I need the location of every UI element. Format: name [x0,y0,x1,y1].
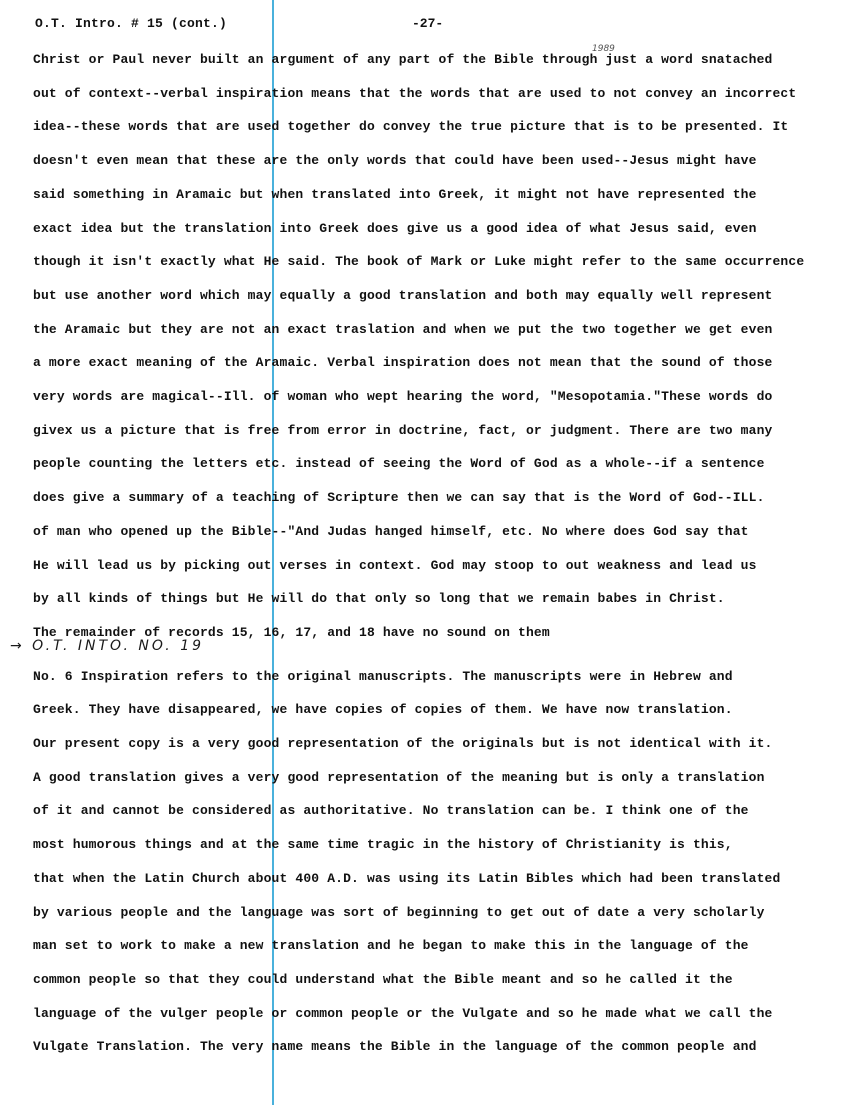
text-line: idea--these words that are used together do convey the true picture that is to be presented. It [33,119,789,135]
text-line: Christ or Paul never built an argument of any part of the Bible through just a word snatached [33,52,773,67]
text-line: said something in Aramaic but when translated into Greek, it might not have represented the [33,186,757,202]
text-line: by all kinds of things but He will do that only so long that we remain babes in Christ. [33,591,725,607]
text-line: of man who opened up the Bible--"And Judas hanged himself, etc. No where does God say that [33,523,749,539]
text-line: common people so that they could understand what the Bible meant and so he called it the [33,971,733,987]
handwritten-note: → O.T. INTO. NO. 19 [10,638,205,654]
text-line: exact idea but the translation into Greek does give us a good idea of what Jesus said, even [33,220,757,236]
text-line: givex us a picture that is free from error in doctrine, fact, or judgment. There are two many [33,422,773,438]
text-line: very words are magical--Ill. of woman who wept hearing the word, "Mesopotamia."These words do [33,389,773,404]
text-line: that when the Latin Church about 400 A.D. was using its Latin Bibles which had been translated [33,870,781,886]
text-line: Greek. They have disappeared, we have copies of copies of them. We have now translation. [33,702,733,718]
text-line: man set to work to make a new translation and he began to make this in the language of the [33,938,749,954]
text-line: though it isn't exactly what He said. The book of Mark or Luke might refer to the same occurrence [33,254,805,270]
text-line: people counting the letters etc. instead of seeing the Word of God as a whole--if a sentence [33,456,765,472]
text-line: language of the vulger people or common people or the Vulgate and so he made what we call the [33,1005,773,1021]
text-line: Vulgate Translation. The very name means the Bible in the language of the common people and [33,1039,757,1055]
text-line: doesn't even mean that these are the only words that could have been used--Jesus might have [33,153,757,169]
text-line: a more exact meaning of the Aramaic. Verbal inspiration does not mean that the sound of those [33,355,773,371]
text-line: The remainder of records 15, 16, 17, and 18 have no sound on them [33,624,550,640]
page-number: -27- [412,16,444,31]
text-line: A good translation gives a very good representation of the meaning but is only a translation [33,769,765,785]
text-line: does give a summary of a teaching of Scripture then we can say that is the Word of God--ILL. [33,490,765,506]
text-line: Our present copy is a very good representation of the originals but is not identical with it. [33,736,773,751]
text-line: He will lead us by picking out verses in context. God may stoop to out weakness and lead us [33,557,757,573]
margin-mark: 1989 [592,44,615,54]
text-line: by various people and the language was sort of beginning to get out of date a very scholarly [33,904,765,920]
text-line: of it and cannot be considered as authoritative. No translation can be. I think one of the [33,803,749,819]
text-line: the Aramaic but they are not an exact traslation and when we put the two together we get even [33,321,773,337]
text-line: No. 6 Inspiration refers to the original manuscripts. The manuscripts were in Hebrew and [33,668,733,684]
text-line: but use another word which may equally a good translation and both may equally well represent [33,287,773,303]
page-header: O.T. Intro. # 15 (cont.) [35,16,228,31]
text-line: out of context--verbal inspiration means that the words that are used to not convey an incorrect [33,85,797,101]
text-line: most humorous things and at the same time tragic in the history of Christianity is this, [33,837,733,853]
